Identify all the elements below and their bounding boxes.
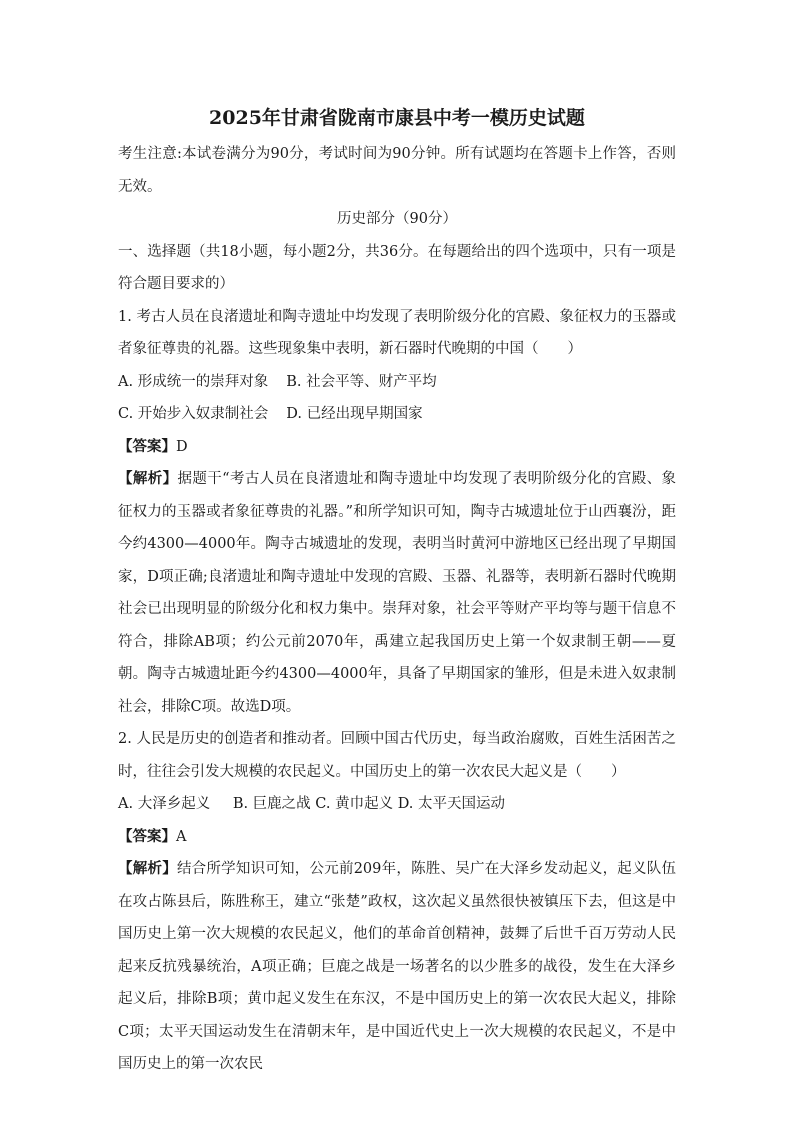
analysis-tag: 【解析】	[118, 860, 177, 877]
answer-value: A	[176, 828, 187, 845]
question-1-stem: 1. 考古人员在良渚遗址和陶寺遗址中均发现了表明阶级分化的宫殿、象征权力的玉器或者象征尊贵的礼器。这些现象集中表明，新石器时代晚期的中国（ ）	[118, 308, 676, 357]
section-title: 历史部分（90分）	[337, 211, 457, 227]
question-1-answer	[118, 431, 676, 464]
question-2-options	[118, 788, 676, 821]
question-1-options-row-1	[118, 366, 676, 399]
question-2-option-a: A. 大泽乡起义	[118, 796, 211, 812]
question-1-option-c: C. 开始步入奴隶制社会	[118, 406, 269, 422]
part-one-instructions: 一、选择题（共18小题，每小题2分，共36分。在每题给出的四个选项中，只有一项是符合题目要求的）	[118, 243, 676, 292]
analysis-tag: 【解析】	[118, 470, 178, 487]
exam-notice: 考生注意:本试卷满分为90分，考试时间为90分钟。所有试题均在答题卡上作答，否则无效。	[118, 146, 676, 195]
answer-tag: 【答案】	[118, 827, 176, 845]
analysis-text: 据题干“考古人员在良渚遗址和陶寺遗址中均发现了表明阶级分化的宫殿、象征权力的玉器或者象征尊贵的礼器。”和所学知识可知，陶寺古城遗址位于山西襄汾，距今约4300—4000年。陶寺古城遗址的发现，表明当时黄河中游地区已经出现了早期国家，D项正确;良渚遗址和陶寺遗址中发现的宫殿、玉器、礼器等，表明新石器时代晚期社会已出现明显的阶级分化和权力集中。崇拜对象，社会平等财产平均等与题干信息不符合，排除AB项；约公元前2070年，禹建立起我国历史上第一个奴隶制王朝——夏朝。陶寺古城遗址距今约4300—4000年，具备了早期国家的雏形，但是未进入奴隶制社会，排除C项。故选D项。	[118, 471, 676, 715]
question-2-option-d: D. 太平天国运动	[397, 796, 506, 812]
answer-tag: 【答案】	[118, 437, 176, 455]
answer-value: D	[176, 438, 188, 455]
page-title: 2025年甘肃省陇南市康县中考一模历史试题	[209, 107, 585, 129]
question-2-analysis	[118, 853, 676, 1081]
question-1-option-a: A. 形成统一的崇拜对象	[118, 373, 269, 390]
question-1-options-row-2	[118, 398, 676, 431]
question-2-option-c: C. 黄巾起义	[315, 796, 394, 812]
analysis-text: 结合所学知识可知，公元前209年，陈胜、吴广在大泽乡发动起义，起义队伍在攻占陈县后，陈胜称王，建立“张楚”政权，这次起义虽然很快被镇压下去，但这是中国历史上第一次大规模的农民起义，他们的革命首创精神，鼓舞了后世千百万劳动人民起来反抗残暴统治，A项正确；巨鹿之战是一场著名的以少胜多的战役，发生在大泽乡起义后，排除B项；黄巾起义发生在东汉，不是中国历史上的第一次农民大起义，排除C项；太平天国运动发生在清朝末年，是中国近代史上一次大规模的农民起义，不是中国历史上的第一次农民	[118, 861, 676, 1072]
question-2-answer	[118, 821, 676, 854]
question-2-stem: 2. 人民是历史的创造者和推动者。回顾中国古代历史，每当政治腐败，百姓生活困苦之时，往往会引发大规模的农民起义。中国历史上的第一次农民大起义是（ ）	[118, 731, 676, 780]
question-1-analysis	[118, 463, 676, 723]
question-1-option-d: D. 已经出现早期国家	[286, 406, 423, 422]
question-1-option-b: B. 社会平等、财产平均	[286, 373, 437, 390]
question-2-option-b: B. 巨鹿之战	[232, 796, 311, 812]
